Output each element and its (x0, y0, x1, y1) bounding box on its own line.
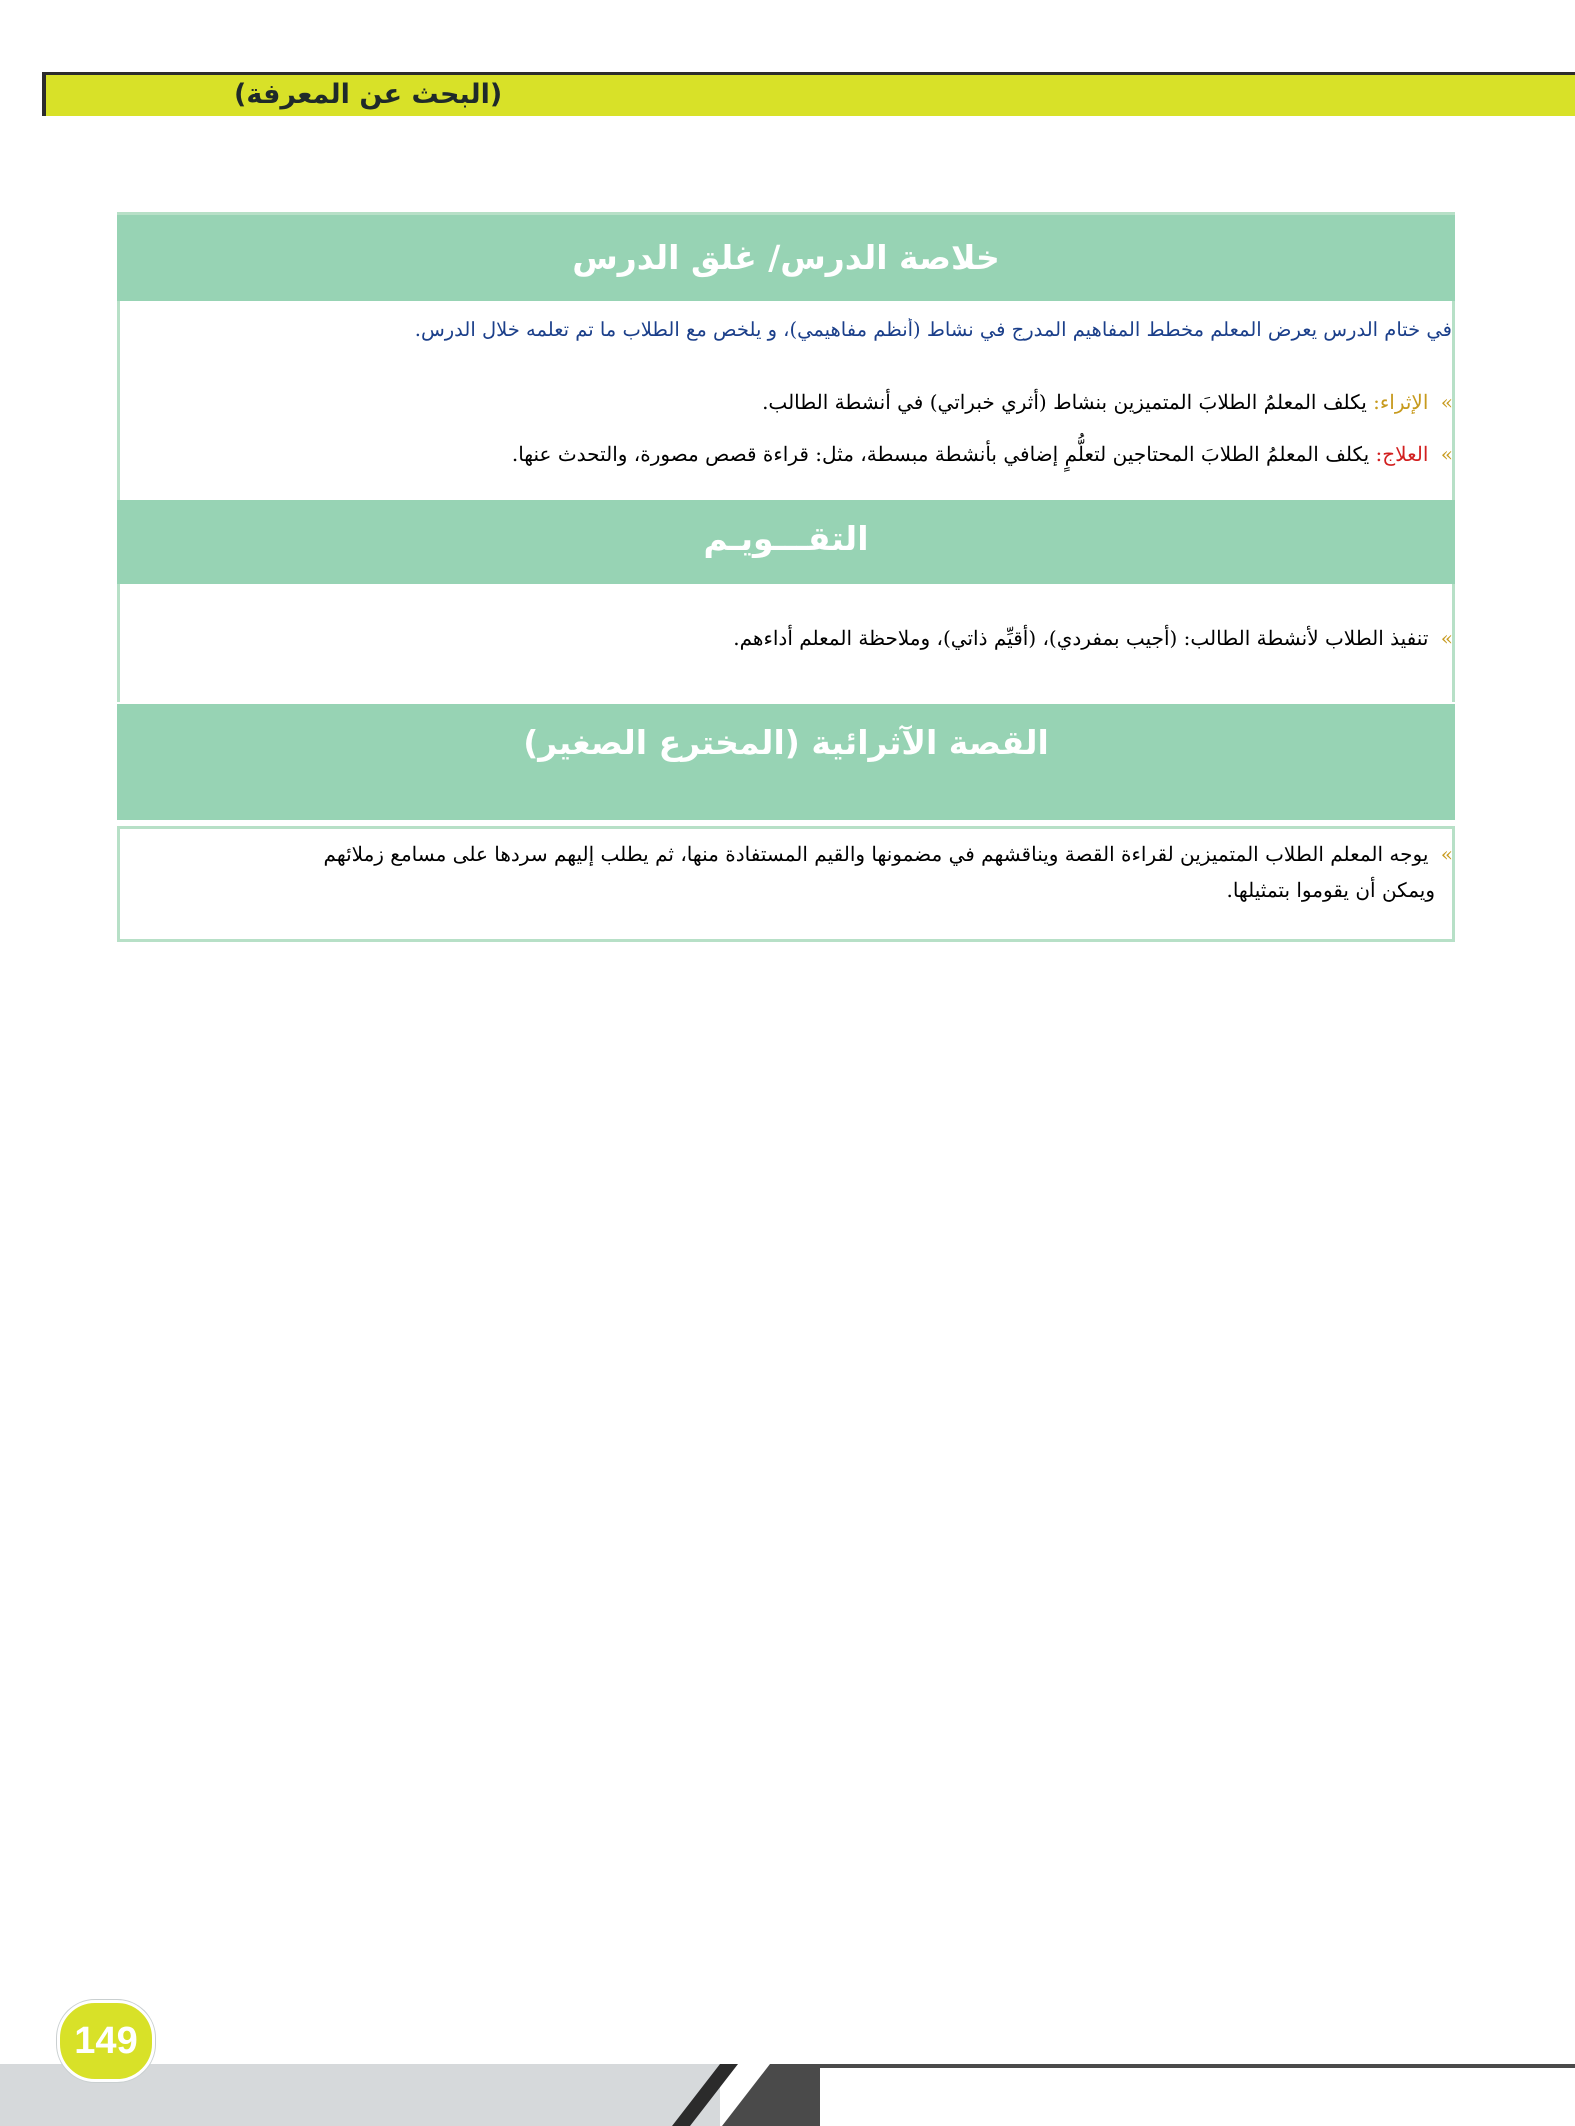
story-heading: القصة الآثرائية (المخترع الصغير) (117, 704, 1455, 820)
enrichment-label: الإثراء: (1373, 390, 1429, 414)
page-number: 149 (57, 2000, 155, 2082)
footer-white-line (820, 2068, 1575, 2072)
bullet-icon: » (1440, 626, 1453, 650)
story-text-2: ويمكن أن يقوموا بتمثيلها. (1226, 878, 1435, 902)
evaluation-heading: التقـــويـم (117, 500, 1455, 584)
footer-graphic (0, 2060, 1575, 2126)
bullet-icon: » (1440, 390, 1453, 414)
story-line-1 (324, 842, 1453, 866)
remedial-label: العلاج: (1375, 442, 1429, 466)
remedial-line (512, 442, 1453, 466)
story-line-2 (1226, 878, 1435, 902)
footer-stripe (672, 2064, 738, 2126)
evaluation-text: تنفيذ الطلاب لأنشطة الطالب: (أجيب بمفردي)، (أقيِّم ذاتي)، وملاحظة المعلم أداءهم. (733, 626, 1429, 650)
closing-heading: خلاصة الدرس/ غلق الدرس (117, 212, 1455, 301)
top-banner (42, 72, 1575, 116)
footer-white-area (820, 2072, 1575, 2126)
bullet-icon: » (1440, 442, 1453, 466)
closing-intro: في ختام الدرس يعرض المعلم مخطط المفاهيم المدرج في نشاط (أنظم مفاهيمي)، و يلخص مع الطلاب ما تم تعلمه خلال الدرس. (414, 318, 1452, 341)
bullet-icon: » (1440, 842, 1453, 866)
evaluation-line (733, 626, 1453, 650)
story-text-1: يوجه المعلم الطلاب المتميزين لقراءة القصة ويناقشهم في مضمونها والقيم المستفادة منها، ثم يطلب إليهم سردها على مسامع زملائهم (323, 842, 1429, 866)
remedial-text: يكلف المعلمُ الطلابَ المحتاجين لتعلُّمٍ إضافي بأنشطة مبسطة، مثل: قراءة قصص مصورة، والتحدث عنها. (511, 442, 1370, 466)
chapter-title: (البحث عن المعرفة) (234, 79, 503, 110)
enrichment-line (762, 390, 1453, 414)
enrichment-text: يكلف المعلمُ الطلابَ المتميزين بنشاط (أثري خبراتي) في أنشطة الطالب. (762, 390, 1367, 414)
story-section (117, 704, 1455, 942)
evaluation-section (117, 500, 1455, 702)
